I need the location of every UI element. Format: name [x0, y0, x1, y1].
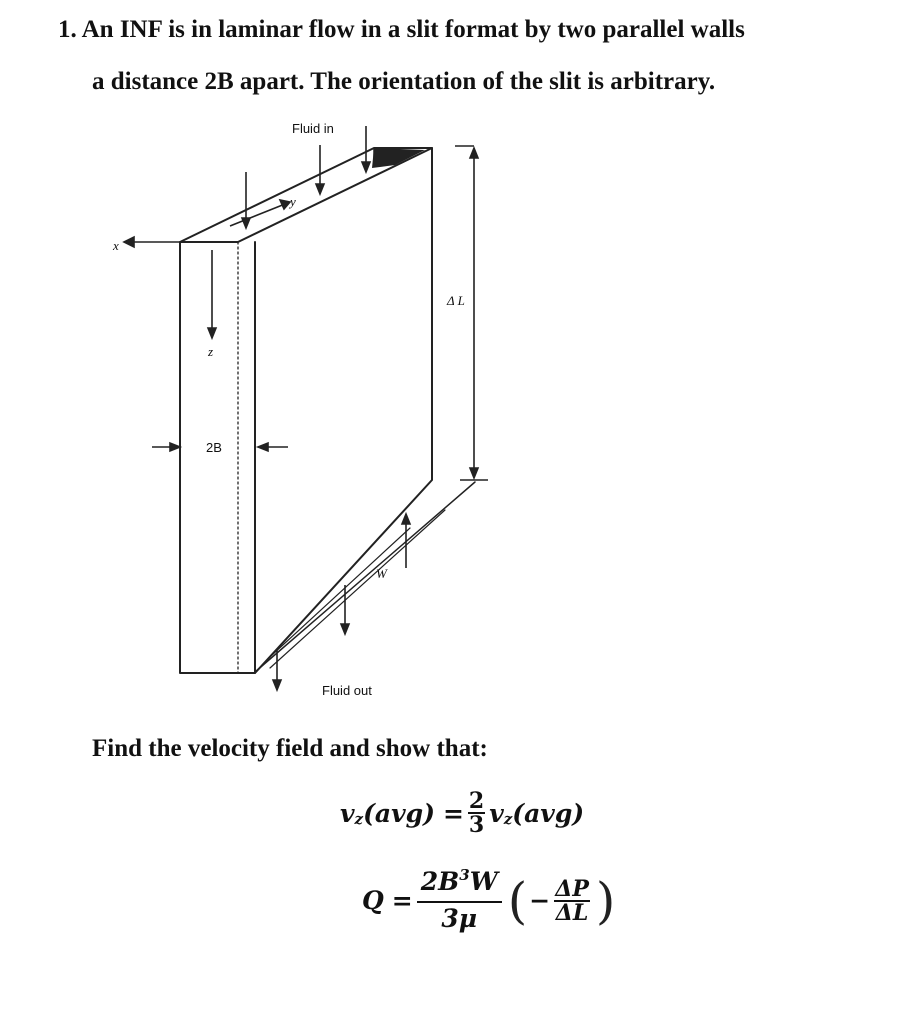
eq2-minus: −: [529, 886, 551, 915]
delta-l-label: Δ L: [447, 293, 465, 308]
y-axis-arrowhead: [280, 200, 290, 209]
2b-right-arrowhead: [258, 443, 268, 451]
eq2-frac-num: [417, 868, 502, 903]
eq1-rhs: v: [489, 798, 504, 828]
equation-avg-velocity: [340, 790, 584, 836]
eq1-lhs-sub: z: [354, 810, 364, 828]
delta-l-top-arrowhead: [470, 148, 478, 158]
eq2-num-tail: W: [469, 867, 498, 896]
eq1-rhs-arg: (avg): [512, 798, 585, 828]
z-axis-label: z: [208, 344, 214, 359]
eq1-lhs-arg: (avg): [363, 798, 435, 828]
eq2-equals: =: [391, 886, 413, 915]
eq1-lhs: v: [340, 798, 355, 828]
eq1-frac-den: 3: [468, 812, 485, 838]
w-dimension-line: [272, 528, 410, 655]
fluid-out-label: Fluid out: [322, 683, 372, 698]
x-axis-arrowhead: [124, 237, 134, 247]
eq2-pressure-fraction: [554, 875, 590, 926]
y-axis-label: y: [290, 194, 296, 209]
eq1-rhs-sub: z: [503, 810, 513, 828]
eq2-close-paren: ): [595, 871, 616, 930]
slit-back-wall: [255, 148, 432, 673]
fluid-out-arrowhead-3: [402, 514, 410, 524]
slit-front-edge: [180, 242, 255, 673]
eq1-frac-num: 2: [468, 788, 485, 814]
z-axis-arrowhead: [208, 328, 216, 338]
find-instruction: Find the velocity field and show that:: [92, 735, 488, 762]
eq2-num-sup: 3: [459, 866, 470, 884]
eq2-frac-den: 3μ: [441, 904, 478, 933]
eq2-dp-num: ΔP: [555, 875, 589, 902]
eq2-fraction: [417, 868, 502, 933]
fluid-in-label: Fluid in: [292, 121, 334, 136]
x-axis-label: x: [113, 238, 119, 253]
delta-l-bottom-arrowhead: [470, 468, 478, 478]
eq1-equals: =: [442, 798, 464, 828]
slit-flow-diagram: [100, 110, 500, 710]
fluid-in-arrowhead-3: [362, 162, 370, 172]
eq2-num: 2B: [420, 867, 460, 896]
eq2-open-paren: (: [507, 871, 528, 930]
2b-left-arrowhead: [170, 443, 180, 451]
slit-bottom-edge-2: [270, 510, 445, 668]
problem-line-1: 1. An INF is in laminar flow in a slit format by two parallel walls: [58, 16, 745, 43]
eq2-lhs: Q: [362, 886, 384, 915]
fluid-out-arrowhead-1: [273, 680, 281, 690]
eq1-fraction: [468, 790, 485, 836]
fluid-out-arrowhead-2: [341, 624, 349, 634]
eq2-dp-den: ΔL: [555, 899, 589, 926]
slit-bottom-edge: [255, 482, 475, 672]
problem-line-2: a distance 2B apart. The orientation of the slit is arbitrary.: [92, 68, 716, 95]
fluid-in-arrowhead-2: [316, 184, 324, 194]
w-label: W: [376, 566, 387, 581]
2b-label: 2B: [206, 440, 222, 455]
fluid-in-arrowhead-1: [242, 218, 250, 228]
equation-flow-rate: [362, 868, 617, 933]
